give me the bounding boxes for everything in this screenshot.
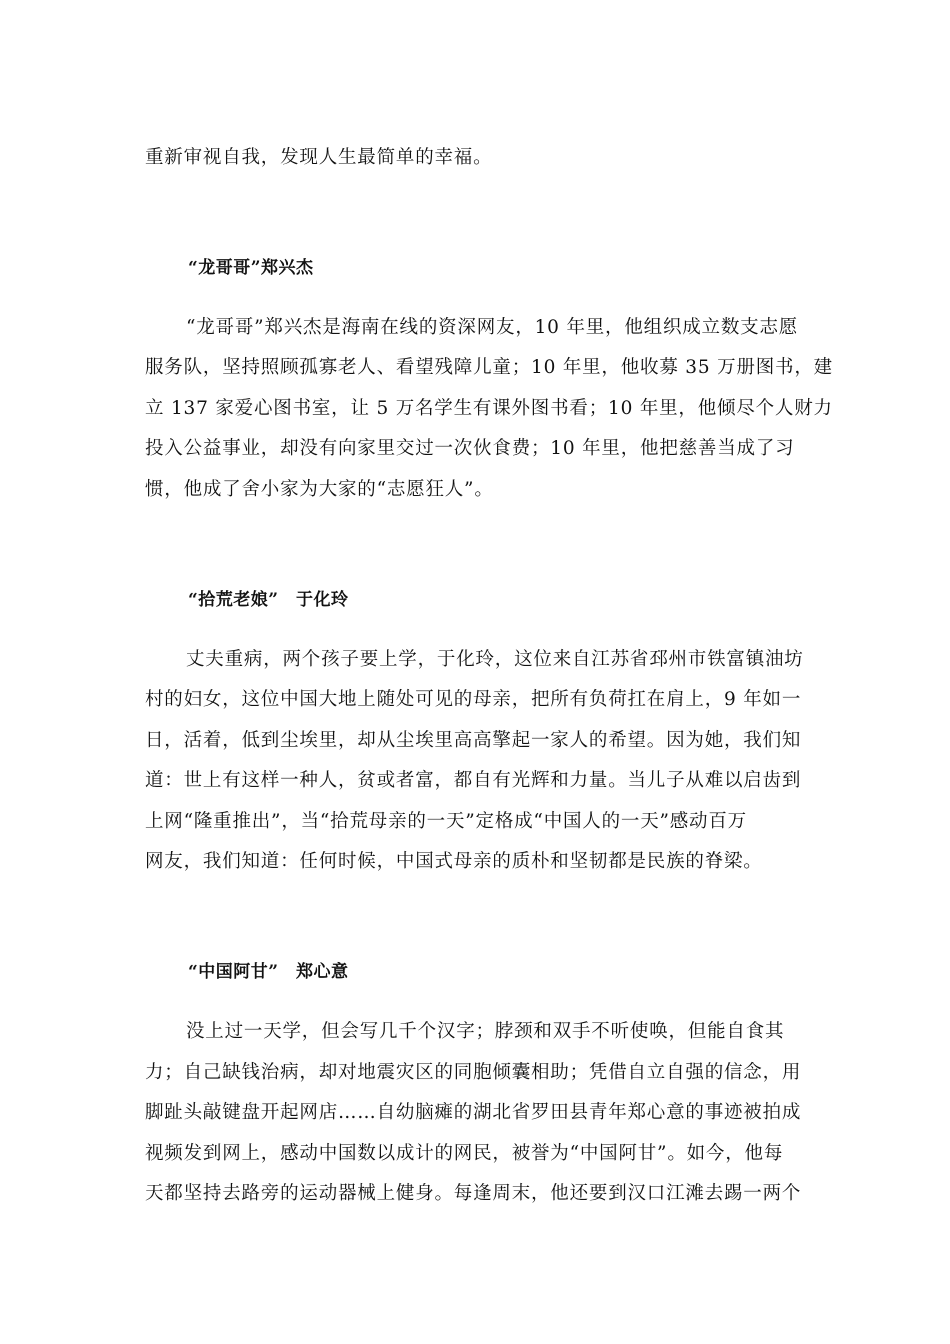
- paragraph-line: 服务队，坚持照顾孤寡老人、看望残障儿童；10 年里，他收募 35 万册图书，建: [145, 357, 833, 378]
- paragraph-line: 村的妇女，这位中国大地上随处可见的母亲，把所有负荷扛在肩上，9 年如一: [145, 689, 802, 710]
- paragraph-line: 惯，他成了舍小家为大家的“志愿狂人”。: [145, 479, 494, 500]
- paragraph-line: 日，活着，低到尘埃里，却从尘埃里高高擎起一家人的希望。因为她，我们知: [145, 730, 802, 751]
- paragraph-line: 道：世上有这样一种人，贫或者富，都自有光辉和力量。当儿子从难以启齿到: [145, 770, 802, 791]
- paragraph-line: “龙哥哥”郑兴杰是海南在线的资深网友，10 年里，他组织成立数支志愿: [186, 317, 799, 338]
- paragraph-line: 上网“隆重推出”，当“拾荒母亲的一天”定格成“中国人的一天”感动百万: [145, 811, 747, 832]
- paragraph-line: 脚趾头敲键盘开起网店……自幼脑瘫的湖北省罗田县青年郑心意的事迹被拍成: [145, 1102, 802, 1123]
- section-heading-yu-hualing: “拾荒老娘” 于化玲: [188, 590, 349, 610]
- paragraph-line: 没上过一天学，但会写几千个汉字；脖颈和双手不听使唤，但能自食其: [186, 1021, 785, 1042]
- section-heading-zheng-xinyi: “中国阿甘” 郑心意: [188, 962, 349, 982]
- paragraph-line: 网友，我们知道：任何时候，中国式母亲的质朴和坚韧都是民族的脊梁。: [145, 851, 763, 872]
- paragraph-line: 丈夫重病，两个孩子要上学，于化玲，这位来自江苏省邳州市铁富镇油坊: [186, 649, 804, 670]
- paragraph-line: 投入公益事业，却没有向家里交过一次伙食费；10 年里，他把慈善当成了习: [145, 438, 795, 459]
- paragraph-line: 视频发到网上，感动中国数以成计的网民，被誉为“中国阿甘”。如今，他每: [145, 1143, 784, 1164]
- paragraph-line: 立 137 家爱心图书室，让 5 万名学生有课外图书看；10 年里，他倾尽个人财力: [145, 398, 833, 419]
- paragraph-line: 天都坚持去路旁的运动器械上健身。每逢周末，他还要到汉口江滩去踢一两个: [145, 1183, 802, 1204]
- intro-line: 重新审视自我，发现人生最简单的幸福。: [145, 147, 493, 168]
- section-heading-zheng-xingjie: “龙哥哥”郑兴杰: [188, 258, 314, 278]
- paragraph-line: 力；自己缺钱治病，却对地震灾区的同胞倾囊相助；凭借自立自强的信念，用: [145, 1062, 802, 1083]
